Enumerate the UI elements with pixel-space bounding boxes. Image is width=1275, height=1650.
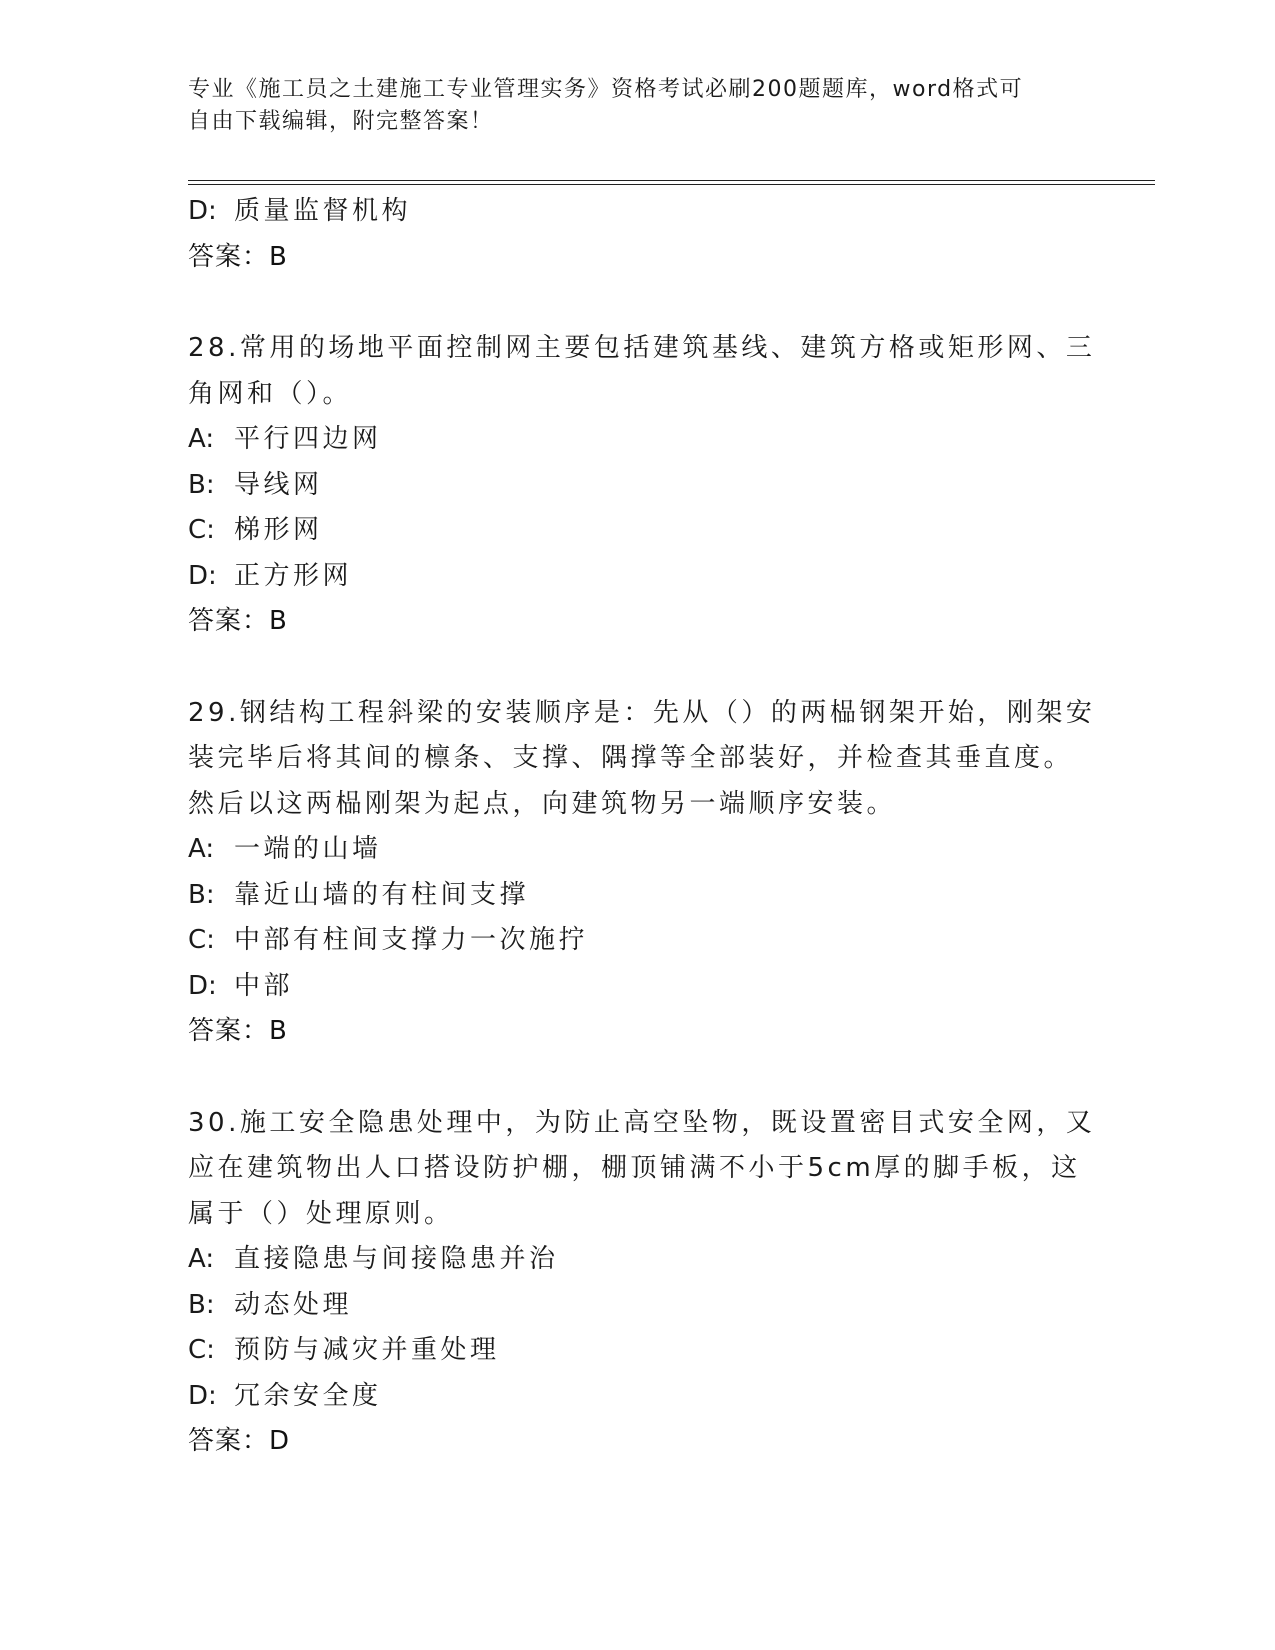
- question-stem-line: 角网和（）。: [188, 378, 353, 409]
- option-d: [188, 554, 1088, 600]
- option-letter: B:: [188, 1289, 215, 1320]
- question-29: [188, 691, 1096, 1055]
- option-letter: D:: [188, 970, 217, 1001]
- option-a: [188, 827, 1088, 873]
- option-b: [188, 873, 1088, 919]
- option-text: 正方形网: [234, 560, 353, 591]
- option-text: 预防与减灾并重处理: [234, 1335, 500, 1365]
- option-c: [188, 918, 1088, 964]
- option-d: [188, 964, 1088, 1010]
- option-letter: C:: [188, 1335, 215, 1365]
- option-b: [188, 463, 1088, 509]
- option-letter: A:: [188, 1244, 215, 1274]
- option-text: 一端的山墙: [234, 834, 382, 864]
- question-stem-line: 应在建筑物出人口搭设防护棚，棚顶铺满不小于5cm厚的脚手板，这: [188, 1153, 1081, 1183]
- option-letter: A:: [188, 834, 215, 864]
- option-c: [188, 508, 1088, 554]
- option-a: [188, 1237, 1088, 1283]
- question-list: [188, 189, 1096, 1465]
- question-30: [188, 1101, 1096, 1465]
- question-stem-line: 装完毕后将其间的檩条、支撑、隅撑等全部装好，并检查其垂直度。: [188, 743, 1074, 773]
- option-text: 平行四边网: [234, 424, 382, 454]
- option-text: 中部: [234, 970, 294, 1001]
- option-letter: B:: [188, 879, 215, 910]
- option-text: 导线网: [234, 469, 323, 500]
- answer-line: 答案：B: [188, 606, 288, 636]
- option-b: [188, 1283, 1088, 1329]
- option-d: [188, 1374, 1088, 1420]
- option-text: 靠近山墙的有柱间支撑: [234, 879, 530, 910]
- option-letter: D:: [188, 196, 217, 226]
- option-text: 直接隐患与间接隐患并治: [234, 1244, 559, 1274]
- option-letter: B:: [188, 469, 215, 500]
- option-letter: C:: [188, 515, 215, 545]
- option-letter: C:: [188, 925, 215, 955]
- option-text: 动态处理: [234, 1289, 353, 1320]
- question-gap: [188, 280, 1088, 326]
- option-letter: D:: [188, 560, 217, 591]
- answer-line: 答案：D: [188, 1426, 291, 1456]
- option-letter: D:: [188, 1380, 217, 1411]
- question-28: [188, 326, 1096, 645]
- option-letter: A:: [188, 424, 215, 454]
- option-text: 冗余安全度: [234, 1380, 382, 1411]
- header-title-line-1: 专业《施工员之土建施工专业管理实务》资格考试必刷200题题库，word格式可: [188, 77, 1024, 102]
- option-text: 质量监督机构: [234, 196, 412, 226]
- answer-line: 答案：B: [188, 1016, 288, 1046]
- option-text: 中部有柱间支撑力一次施拧: [234, 925, 589, 955]
- question-stem-line: 属于（）处理原则。: [188, 1198, 454, 1229]
- question-gap: [188, 1055, 1088, 1101]
- document-header: [188, 74, 1088, 138]
- header-title-line-2: 自由下载编辑，附完整答案！: [188, 109, 494, 134]
- question-gap: [188, 645, 1088, 691]
- question-stem-line: 29.钢结构工程斜梁的安装顺序是：先从（）的两榀钢架开始，刚架安: [188, 697, 1096, 728]
- question-stem-line: 然后以这两榀刚架为起点，向建筑物另一端顺序安装。: [188, 788, 897, 819]
- header-divider: [188, 180, 1155, 185]
- option-d: [188, 189, 1088, 235]
- answer-line: 答案：B: [188, 241, 288, 272]
- question-stem-line: 30.施工安全隐患处理中，为防止高空坠物，既设置密目式安全网，又: [188, 1107, 1096, 1138]
- question-stem-line: 28.常用的场地平面控制网主要包括建筑基线、建筑方格或矩形网、三: [188, 333, 1096, 363]
- option-text: 梯形网: [234, 515, 323, 545]
- option-c: [188, 1328, 1088, 1374]
- option-a: [188, 417, 1088, 463]
